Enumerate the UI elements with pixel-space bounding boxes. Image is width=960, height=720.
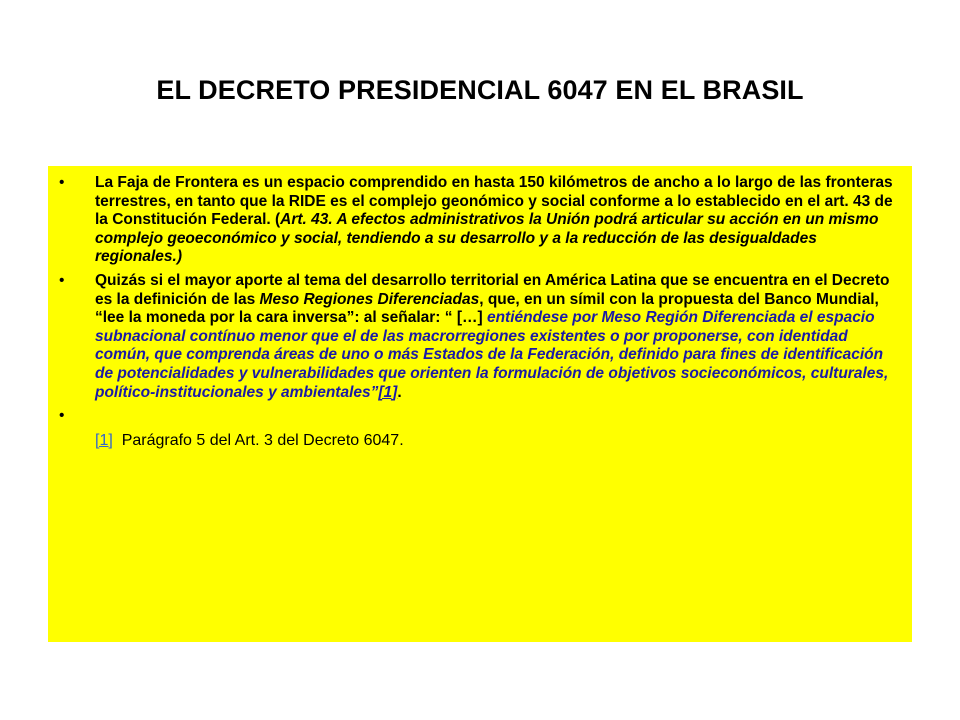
empty-bullet-line xyxy=(95,407,898,425)
bullet-text: La Faja de Frontera es un espacio comprendido en hasta 150 kilómetros de ancho a lo largo de las fronteras terrestres, en tanto que la RIDE es el complejo geonómico y social conforme a lo establecido en el art. 43 de la Constitución Federal. ( xyxy=(95,174,893,229)
bullet-quote-italic-blue: entiéndese por Meso Región Diferenciada el espacio subnacional contínuo menor que el de las macrorregiones existentes o por proponerse, con identidad común, que comprenda áreas de uno o más Estados de la Federación, definido para fines de identificación de potencialidades y vulnerabilidades que orienten la formulación de objetivos socieconómicos, culturales, político-institucionales y ambientales” xyxy=(95,309,889,401)
bullet-text: , que, en un símil con la propuesta del Banco Mundial, “lee la moneda por la cara inversa”: al señalar: “ […] xyxy=(95,290,879,327)
bullet-item-faja-frontera xyxy=(48,174,898,267)
slide-title: EL DECRETO PRESIDENCIAL 6047 EN EL BRASIL xyxy=(156,75,804,105)
bullet-marker: • xyxy=(59,407,65,425)
footnote xyxy=(95,431,898,451)
bullet-text: Quizás si el mayor aporte al tema del desarrollo territorial en América Latina que se encuentra en el Decreto es la definición de las xyxy=(95,271,890,308)
footnote-text: Parágrafo 5 del Art. 3 del Decreto 6047. xyxy=(112,432,404,450)
bullet-marker: • xyxy=(59,174,65,191)
bullet-text-end: . xyxy=(397,383,402,401)
bullet-text-italic: Art. 43. A efectos administrativos la Unión podrá articular su acción en un mismo complejo geoeconómico y social, tendiendo a su desarrollo y a la reducción de las desigualdades regionales.) xyxy=(95,211,879,266)
bullet-item-meso-regiones xyxy=(48,272,898,402)
bullet-item-footnote xyxy=(48,407,898,451)
bullet-marker: • xyxy=(59,271,65,289)
bullet-text-italic: Meso Regiones Diferenciadas xyxy=(259,290,480,308)
content-box xyxy=(48,166,912,642)
footnote-reference-link[interactable]: [1] xyxy=(378,383,398,401)
bullet-list xyxy=(48,174,898,451)
footnote-link[interactable]: [1] xyxy=(95,432,113,450)
